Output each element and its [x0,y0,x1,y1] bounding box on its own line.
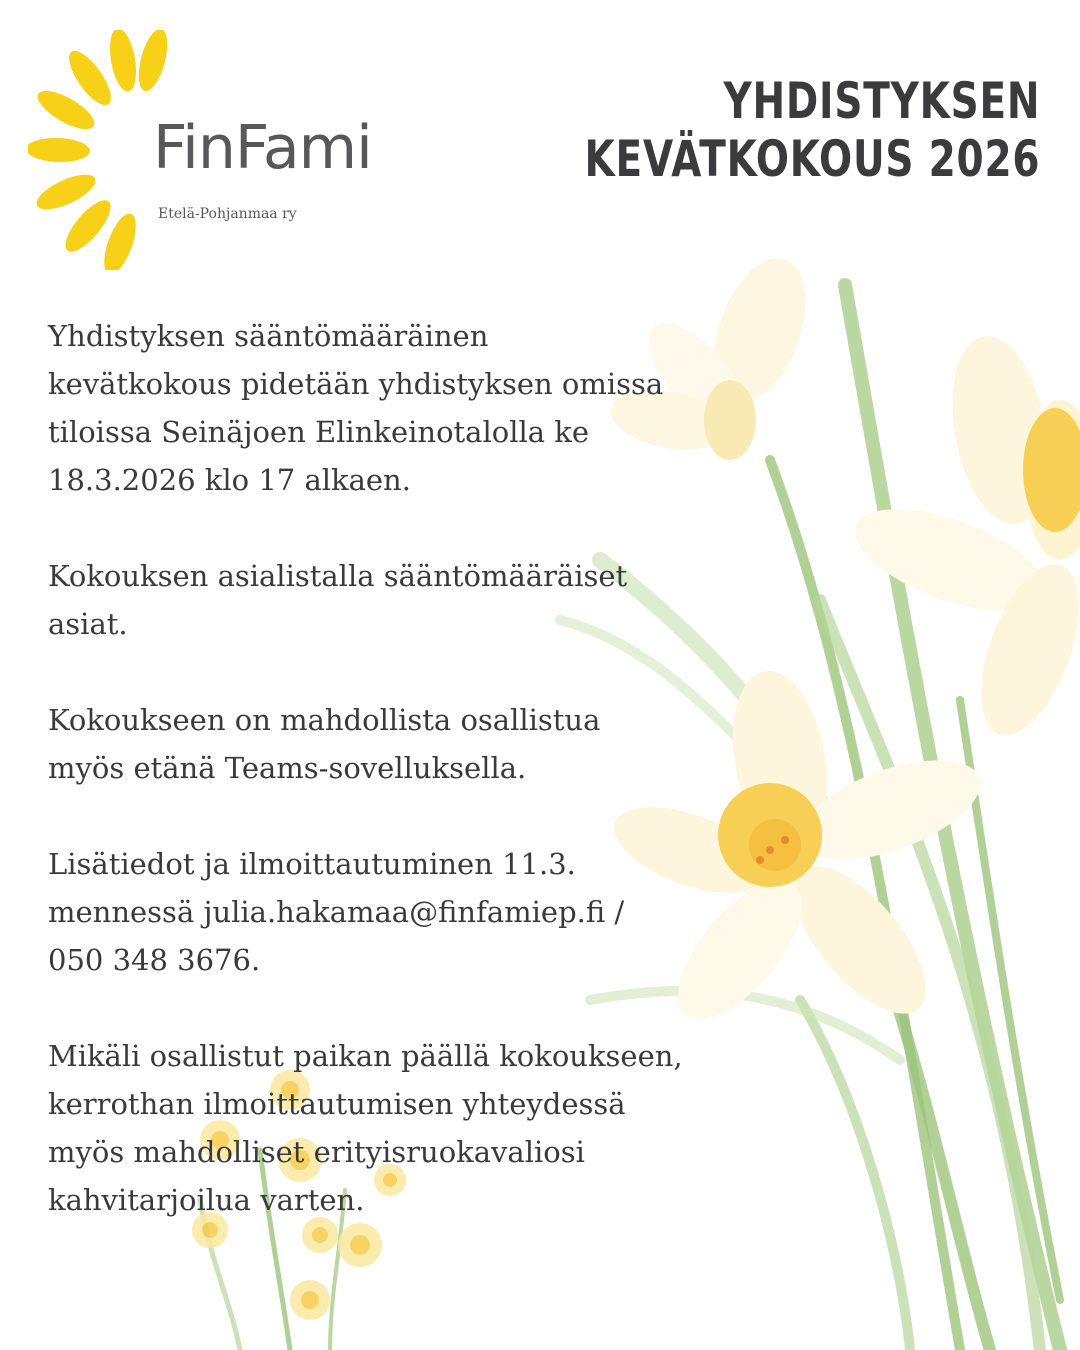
text-line: kahvitarjoilua varten. [48,1183,365,1217]
text-line: Yhdistyksen sääntömääräinen [48,319,489,353]
logo-subtitle: Etelä-Pohjanmaa ry [158,206,297,222]
text-line: asiat. [48,607,128,641]
text-line: mennessä julia.hakamaa@finfamiep.fi / [48,895,625,929]
text-line: Kokouksen asialistalla sääntömääräiset [48,559,628,593]
paragraph-agenda [48,552,808,648]
finfami-logo [28,30,448,270]
text-line: 18.3.2026 klo 17 alkaen. [48,463,411,497]
announcement-body [48,312,808,1272]
text-line: Lisätiedot ja ilmoittautuminen 11.3. [48,847,576,881]
text-line: Kokoukseen on mahdollista osallistua [48,703,601,737]
text-line: kerrothan ilmoittautumisen yhteydessä [48,1087,626,1121]
page-title [584,72,1040,188]
paragraph-meeting-info [48,312,808,504]
paragraph-remote [48,696,808,792]
paragraph-diet [48,1032,808,1224]
text-line: kevätkokous pidetään yhdistyksen omissa [48,367,664,401]
paragraph-contact [48,840,808,984]
logo-name: FinFami [153,113,372,183]
text-line: myös mahdolliset erityisruokavaliosi [48,1135,585,1169]
text-line: Mikäli osallistut paikan päällä kokoukseen, [48,1039,683,1073]
text-line: myös etänä Teams-sovelluksella. [48,751,527,785]
sun-petals-icon [28,30,168,270]
text-line: 050 348 3676. [48,943,261,977]
title-line-2: KEVÄTKOKOUS 2026 [584,130,1040,188]
text-line: tiloissa Seinäjoen Elinkeinotalolla ke [48,415,590,449]
title-line-1: YHDISTYKSEN [723,72,1040,130]
